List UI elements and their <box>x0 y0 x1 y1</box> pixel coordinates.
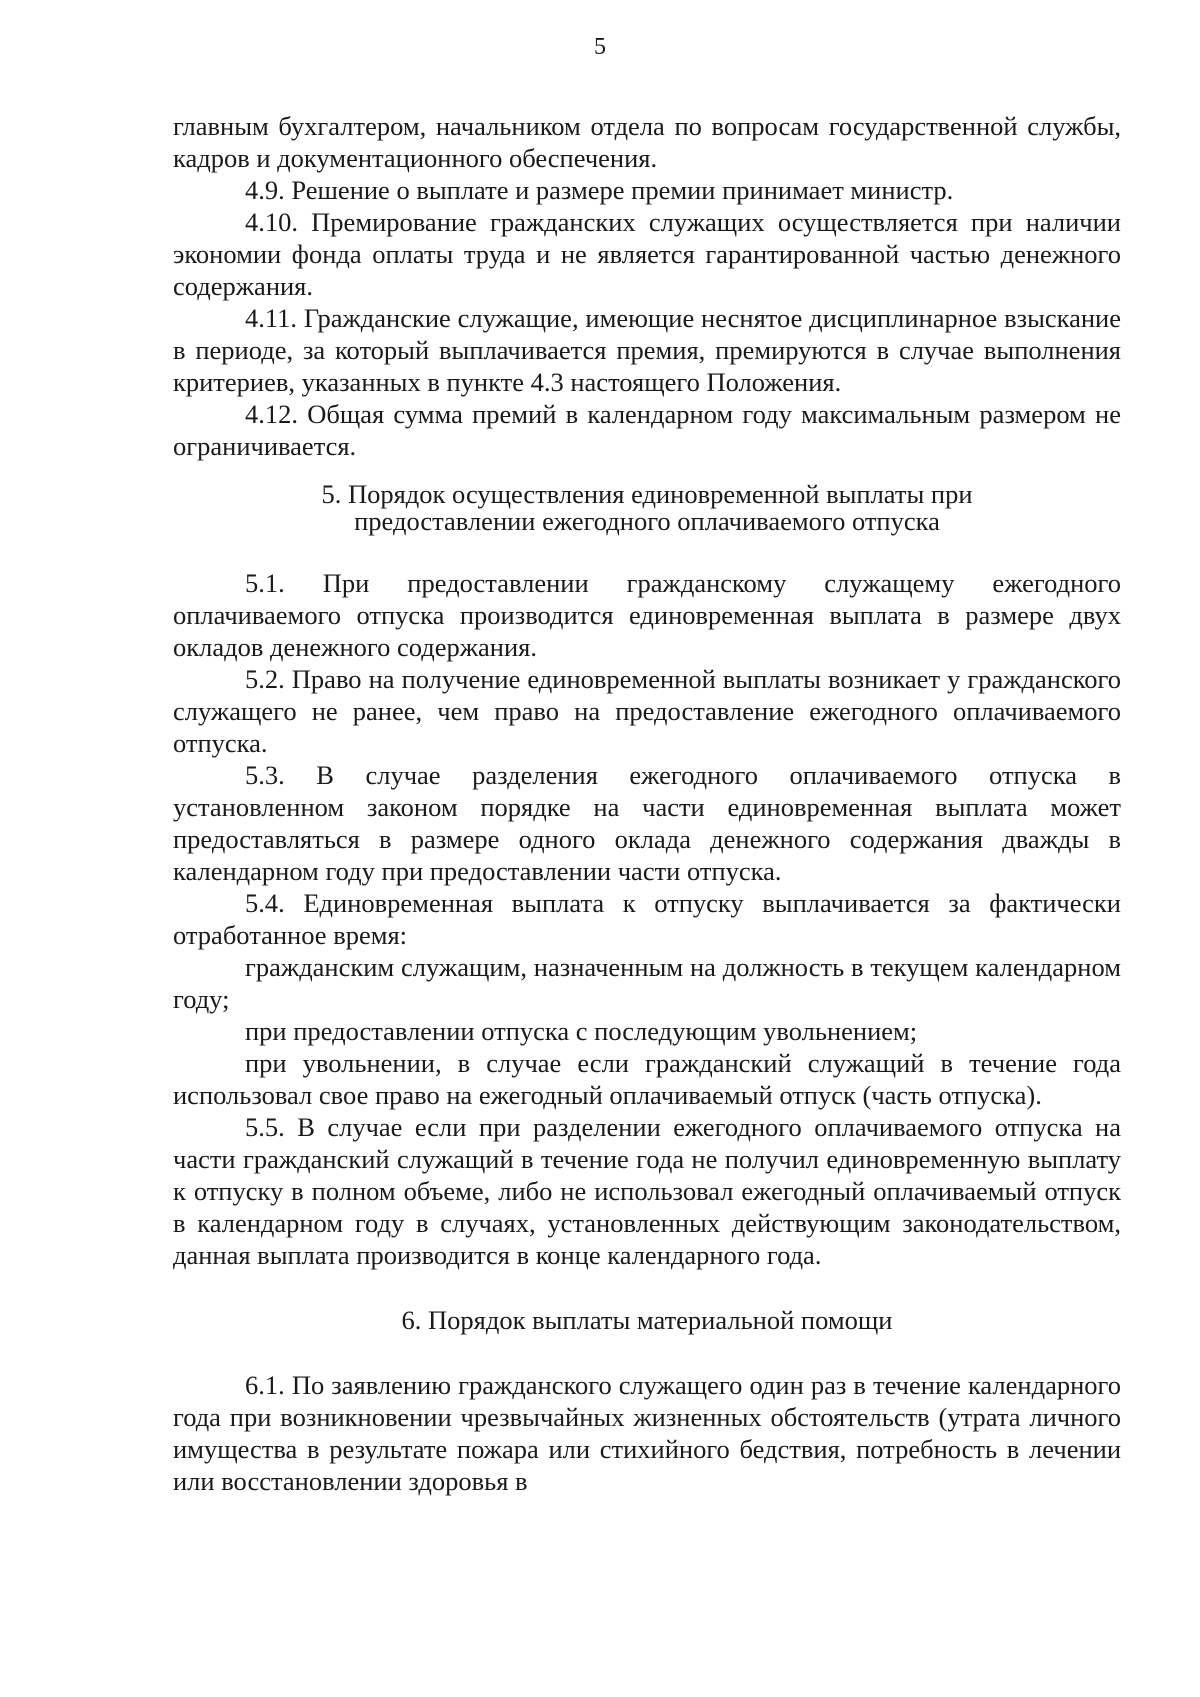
paragraph-4-9: 4.9. Решение о выплате и размере премии принимает министр. <box>245 175 954 205</box>
paragraph-5-4-item-3: при увольнении, в случае если гражданский служащий в течение года использовал свое право на ежегодный оплачиваемый отпуск (часть отпуска). <box>173 1048 1121 1110</box>
section-6-heading: 6. Порядок выплаты материальной помощи <box>401 1305 893 1335</box>
paragraph-4-12: 4.12. Общая сумма премий в календарном году максимальным размером не ограничивается. <box>173 399 1121 461</box>
spacer <box>173 535 1121 567</box>
paragraph-5-5: 5.5. В случае если при разделении ежегодного оплачиваемого отпуска на части гражданский служащий в течение года не получил единовременную выплату к отпуску в полном объеме, либо не использовал ежегодный оплачиваемый отпуск в календарном году в случаях, установленных действующим законодательством, данная выплата производится в конце календарного года. <box>173 1112 1121 1270</box>
paragraph-5-4-item-1: гражданским служащим, назначенным на должность в текущем календарном году; <box>173 952 1121 1014</box>
section-5-heading <box>173 481 1121 535</box>
section-5-heading-line-2: предоставлении ежегодного оплачиваемого отпуска <box>354 506 940 536</box>
paragraph-4-11: 4.11. Гражданские служащие, имеющие неснятое дисциплинарное взыскание в периоде, за который выплачивается премия, премируются в случае выполнения критериев, указанных в пункте 4.3 настоящего Положения. <box>173 303 1121 397</box>
paragraph-5-4: 5.4. Единовременная выплата к отпуску выплачивается за фактически отработанное время: <box>173 888 1121 950</box>
spacer <box>173 1334 1121 1369</box>
paragraph-5-3: 5.3. В случае разделения ежегодного оплачиваемого отпуска в установленном законом порядке на части единовременная выплата может предоставляться в размере одного оклада денежного содержания дважды в календарном году при предоставлении части отпуска. <box>173 760 1121 886</box>
document-body <box>173 110 1121 1497</box>
section-5-heading-line-1: 5. Порядок осуществления единовременной выплаты при <box>321 479 973 509</box>
spacer <box>173 1271 1121 1307</box>
paragraph-5-2: 5.2. Право на получение единовременной выплаты возникает у гражданского служащего не ранее, чем право на предоставление ежегодного оплачиваемого отпуска. <box>173 664 1121 758</box>
paragraph-5-1: 5.1. При предоставлении гражданскому служащему ежегодного оплачиваемого отпуска производится единовременная выплата в размере двух окладов денежного содержания. <box>173 568 1121 662</box>
paragraph-4-10: 4.10. Премирование гражданских служащих осуществляется при наличии экономии фонда оплаты труда и не является гарантированной частью денежного содержания. <box>173 207 1121 301</box>
paragraph-6-1: 6.1. По заявлению гражданского служащего один раз в течение календарного года при возникновении чрезвычайных жизненных обстоятельств (утрата личного имущества в результате пожара или стихийного бедствия, потребность в лечении или восстановлении здоровья в <box>173 1370 1121 1496</box>
paragraph-continuation: главным бухгалтером, начальником отдела по вопросам государственной службы, кадров и документационного обеспечения. <box>173 111 1121 173</box>
paragraph-5-4-item-2: при предоставлении отпуска с последующим увольнением; <box>245 1016 918 1046</box>
page-number: 5 <box>594 34 606 60</box>
